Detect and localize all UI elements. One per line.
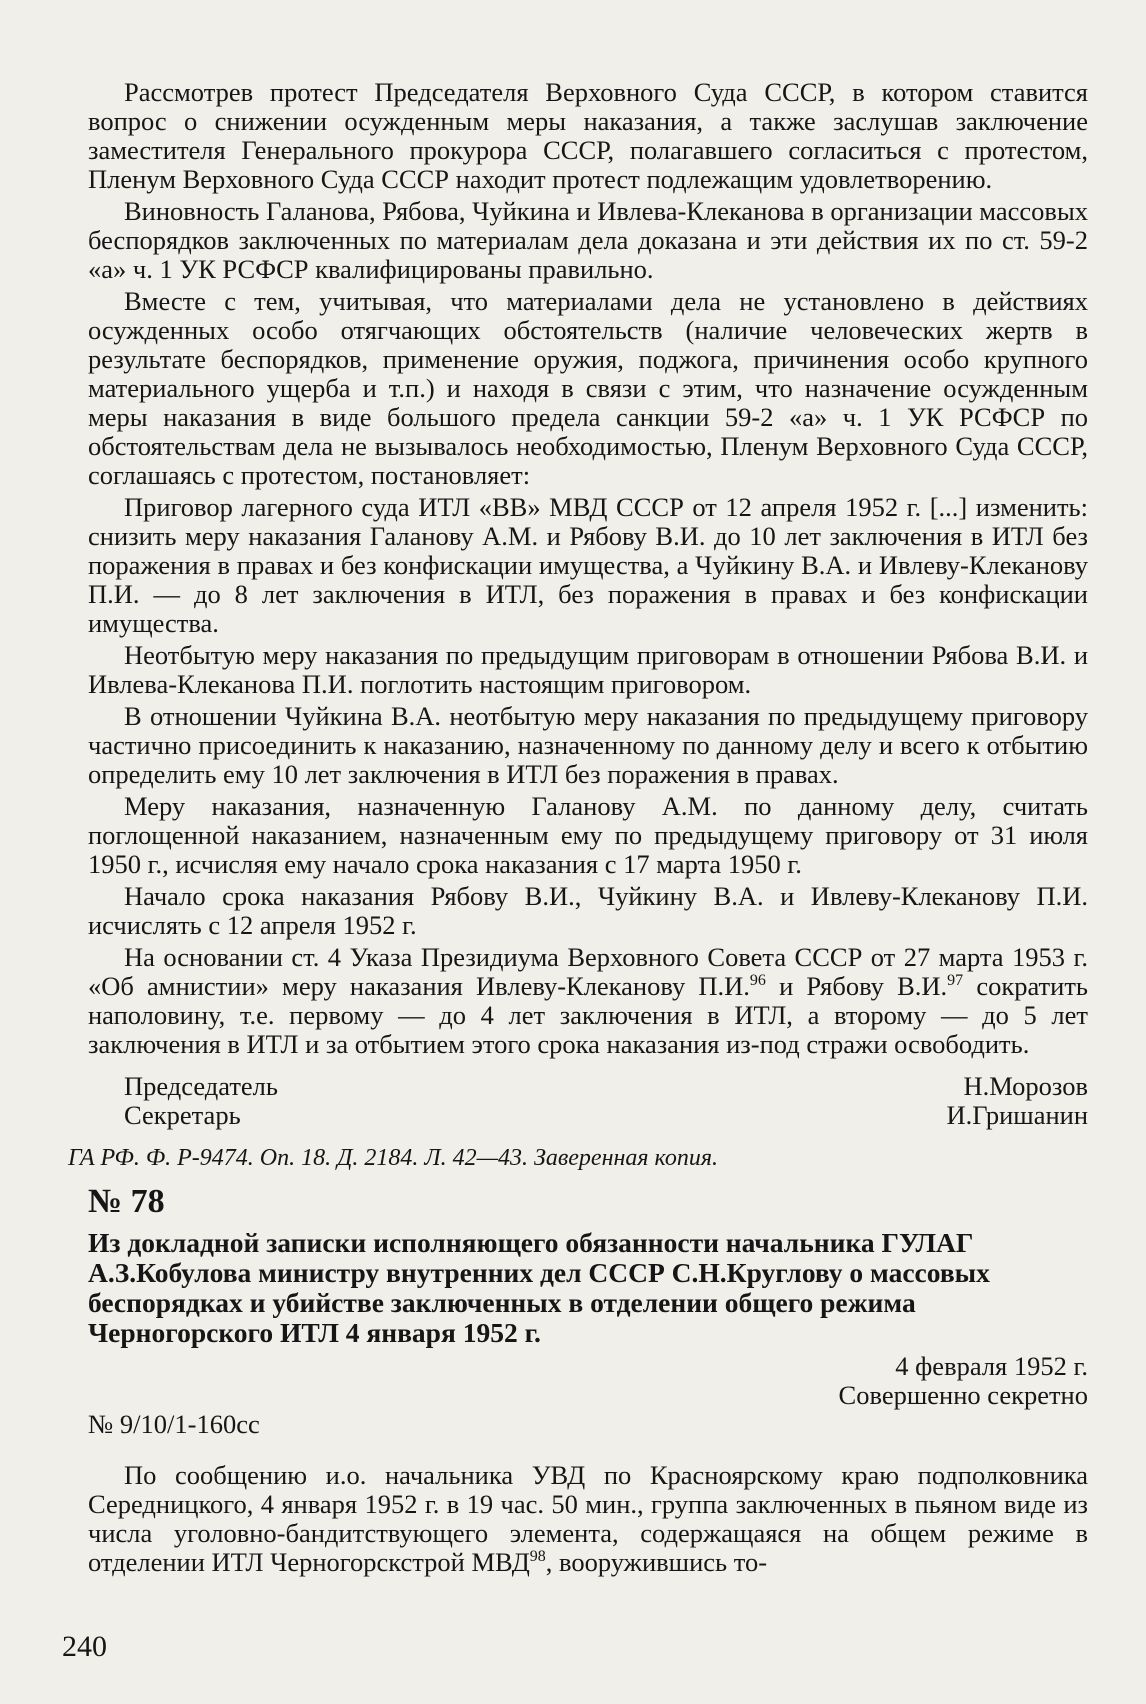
report-paragraph: [88, 1461, 1088, 1577]
document-number: № 78: [88, 1183, 165, 1220]
signature-line: [88, 1101, 1088, 1130]
archival-source: ГА РФ. Ф. Р-9474. Оп. 18. Д. 2184. Л. 42—43. Заверенная копия.: [68, 1145, 719, 1171]
amnesty-text: На основании ст. 4 Указа Президиума Верховного Совета СССР от 27 марта 1953 г. «Об амнистии» меру наказания Ивлеву-Клеканову П.И.: [88, 942, 1088, 1001]
amnesty-text: сократить наполовину, т.е. первому — до 4 лет заключения в ИТЛ, а второму — до 5 лет заключения в ИТЛ и за отбытием этого срока наказания из-под стражи освободить.: [88, 971, 1088, 1059]
paragraph: Рассмотрев протест Председателя Верховного Суда СССР, в котором ставится вопрос о снижении осужденным меры наказания, а также заслушав заключение заместителя Генерального прокурора СССР, полагавшего согласиться с протестом, Пленум Верховного Суда СССР находит протест подлежащим удовлетворению.: [88, 77, 1088, 194]
footnote-ref: 96: [749, 972, 766, 990]
signature-name: Н.Морозов: [963, 1071, 1088, 1101]
report-text: По сообщению и.о. начальника УВД по Красноярскому краю подполковника Середницкого, 4 января 1952 г. в 19 час. 50 мин., группа заключенных в пьяном виде из числа уголовно-бандитствующего элемента, содержащаяся на общем режиме в отделении ИТЛ Черногорскстрой МВД: [88, 1460, 1088, 1577]
signature-line: [88, 1072, 1088, 1101]
signature-name: И.Гришанин: [946, 1100, 1088, 1130]
paragraph: Начало срока наказания Рябову В.И., Чуйкину В.А. и Ивлеву-Клеканову П.И. исчислять с 12 апреля 1952 г.: [88, 881, 1088, 940]
page-number: 240: [62, 1630, 107, 1663]
paragraph: Неотбытую меру наказания по предыдущим приговорам в отношении Рябова В.И. и Ивлева-Клеканова П.И. поглотить настоящим приговором.: [88, 640, 1088, 699]
footnote-ref: 97: [947, 972, 964, 990]
paragraph: Вместе с тем, учитывая, что материалами дела не установлено в действиях осужденных особо отягчающих обстоятельств (наличие человеческих жертв в результате беспорядков, применение оружия, поджога, причинения особо крупного материального ущерба и т.п.) и находя в связи с этим, что назначение осужденным меры наказания в виде большого предела санкции 59-2 «а» ч. 1 УК РСФСР по обстоятельствам дела не вызывалось необходимостью, Пленум Верховного Суда СССР, соглашаясь с протестом, постановляет:: [88, 286, 1088, 490]
footnote-ref: 98: [529, 1548, 546, 1566]
document-title: Из докладной записки исполняющего обязанности начальника ГУЛАГ А.З.Кобулова министру внутренних дел СССР С.Н.Круглову о массовых беспорядках и убийстве заключенных в отделении общего режима Черногорского ИТЛ 4 января 1952 г.: [88, 1227, 990, 1348]
amnesty-paragraph: [88, 943, 1088, 1059]
main-column: [68, 77, 1088, 1580]
reference-number: № 9/10/1-160сс: [88, 1409, 260, 1439]
paragraph: Приговор лагерного суда ИТЛ «ВВ» МВД СССР от 12 апреля 1952 г. [...] изменить: снизить меру наказания Галанову А.М. и Рябову В.И. до 10 лет заключения в ИТЛ без поражения в правах и без конфискации имущества, а Чуйкину В.А. и Ивлеву-Клеканову П.И. — до 8 лет заключения в ИТЛ, без поражения в правах и без конфискации имущества.: [88, 492, 1088, 638]
classification-stamp: Совершенно секретно: [838, 1380, 1088, 1410]
paragraph: В отношении Чуйкина В.А. неотбытую меру наказания по предыдущему приговору частично присоединить к наказанию, назначенному по данному делу и всего к отбытию определить ему 10 лет заключения в ИТЛ без поражения в правах.: [88, 701, 1088, 789]
document-date: 4 февраля 1952 г.: [895, 1351, 1088, 1381]
report-text: , вооружившись то-: [545, 1547, 768, 1577]
paragraph: Виновность Галанова, Рябова, Чуйкина и Ивлева-Клеканова в организации массовых беспорядков заключенных по материалам дела доказана и эти действия их по ст. 59-2 «а» ч. 1 УК РСФСР квалифицированы правильно.: [88, 196, 1088, 284]
signature-title: Секретарь: [124, 1100, 241, 1130]
paragraph: Меру наказания, назначенную Галанову А.М. по данному делу, считать поглощенной наказанием, назначенным ему по предыдущему приговору от 31 июля 1950 г., исчисляя ему начало срока наказания с 17 марта 1950 г.: [88, 791, 1088, 879]
amnesty-text: и Рябову В.И.: [765, 971, 948, 1001]
signature-title: Председатель: [124, 1071, 278, 1101]
